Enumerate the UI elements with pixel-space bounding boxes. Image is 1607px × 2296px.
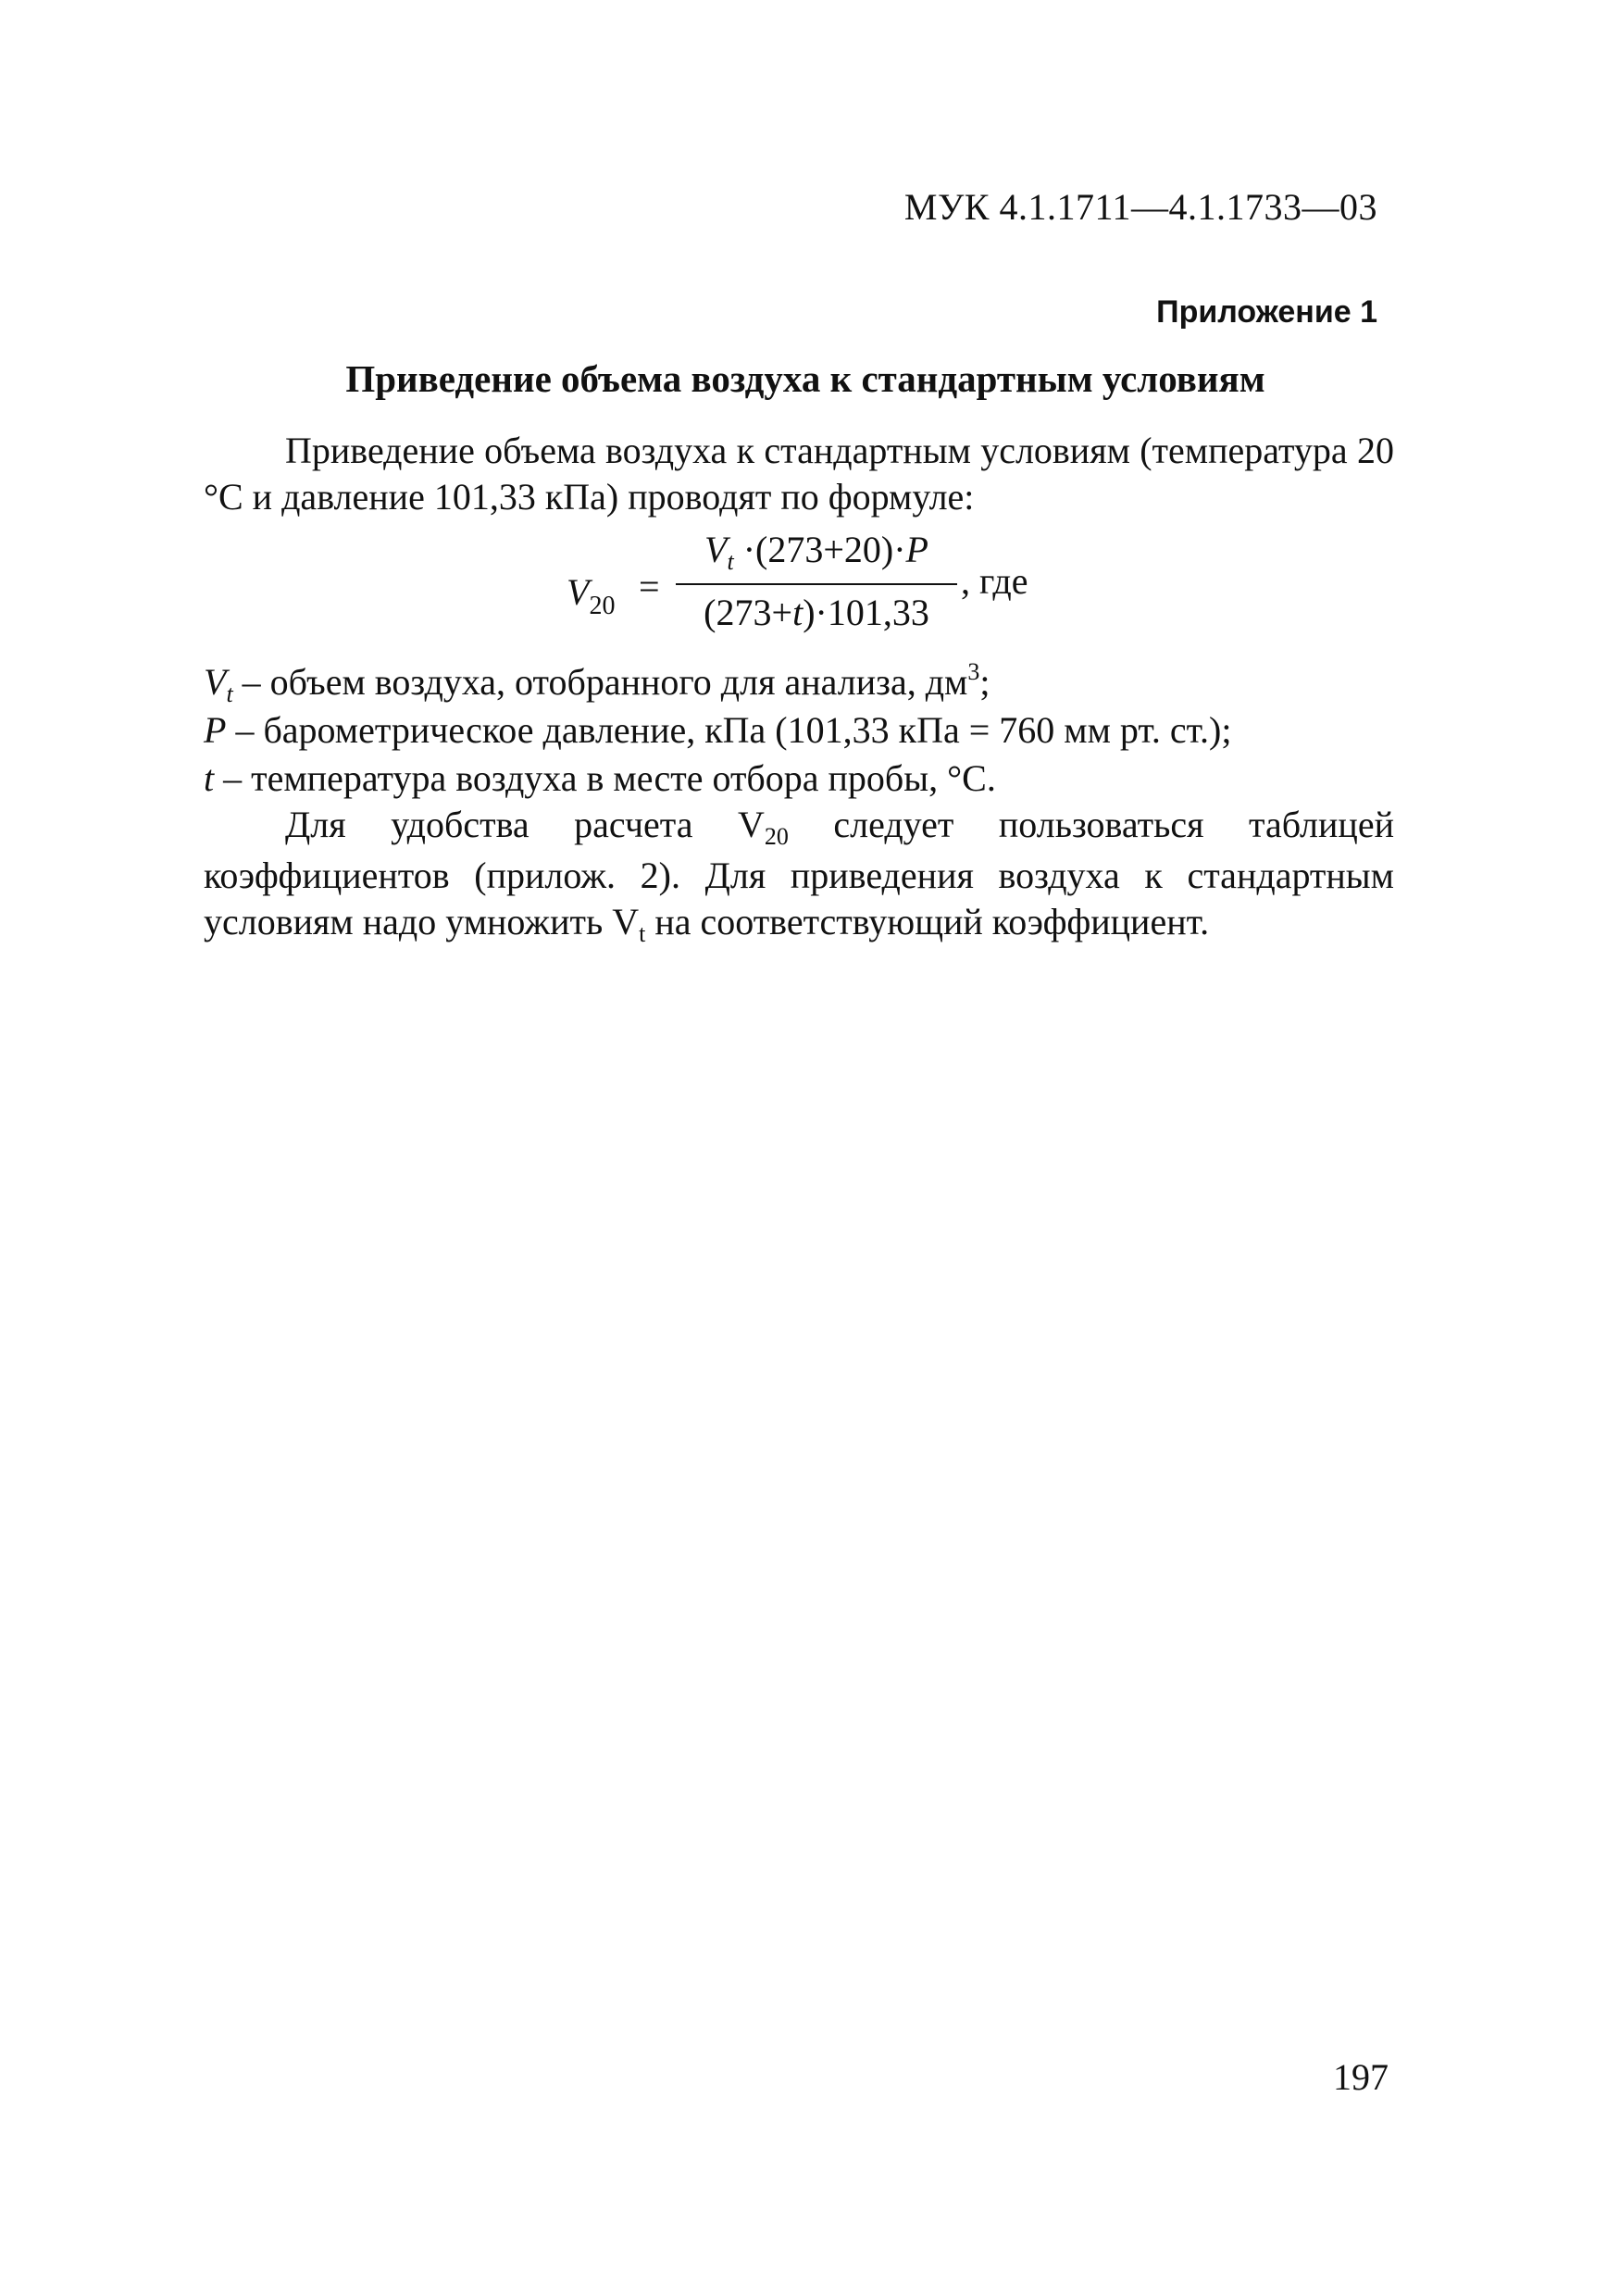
section-title: Приведение объема воздуха к стандартным условиям (345, 357, 1265, 400)
closing-part2: следует пользоваться таблицей коэффициентов (прилож. 2). Для приведения воздуха к стандартным условиям надо умножить V (204, 804, 1394, 942)
definition-vt (204, 659, 1394, 710)
formula-den-open: (273+ (704, 592, 793, 633)
formula-den-t: t (792, 592, 804, 633)
definition-t-text: – температура воздуха в месте отбора пробы, °С. (214, 757, 996, 799)
closing-part3: на соответствующий коэффициент. (645, 901, 1210, 942)
page-number: 197 (1333, 2056, 1389, 2098)
closing-part1: Для удобства расчета V (285, 804, 765, 845)
document-code-header: МУК 4.1.1711—4.1.1733—03 (903, 186, 1377, 228)
appendix-label: Приложение 1 (1156, 294, 1377, 330)
closing-sub2: t (639, 920, 646, 947)
definition-vt-end: ; (979, 661, 990, 703)
formula-numerator (678, 528, 955, 575)
definition-vt-sub: t (226, 680, 233, 707)
formula-num-sub: t (727, 548, 734, 575)
formula-den-close: )·101,33 (803, 592, 929, 633)
formula-num-p: P (905, 529, 928, 570)
formula-denominator (678, 591, 955, 634)
formula-equals: = (639, 566, 660, 607)
volume-formula (567, 528, 1085, 648)
formula-num-var: V (704, 529, 728, 570)
closing-paragraph (204, 802, 1394, 950)
formula-lhs-var: V (567, 571, 590, 613)
closing-sub1: 20 (764, 823, 789, 850)
formula-num-rest: ·(273+20)· (733, 529, 906, 570)
definition-vt-sup: 3 (967, 658, 980, 685)
definition-p (204, 707, 1394, 754)
definition-p-var: P (204, 709, 227, 751)
definition-vt-var: V (204, 661, 227, 703)
intro-paragraph: Приведение объема воздуха к стандартным условиям (температура 20 °С и давление 101,33 кПа) проводят по формуле: (204, 430, 1394, 518)
formula-fraction-bar (676, 583, 957, 585)
definition-vt-text: – объем воздуха, отобранного для анализа, дм (232, 661, 968, 703)
definition-t-var: t (204, 757, 215, 799)
formula-where: , где (961, 560, 1028, 602)
definition-p-text: – барометрическое давление, кПа (101,33 кПа = 760 мм рт. ст.); (226, 709, 1232, 751)
formula-lhs-sub: 20 (589, 592, 616, 620)
formula-lhs (567, 570, 616, 620)
definition-t (204, 755, 1394, 802)
